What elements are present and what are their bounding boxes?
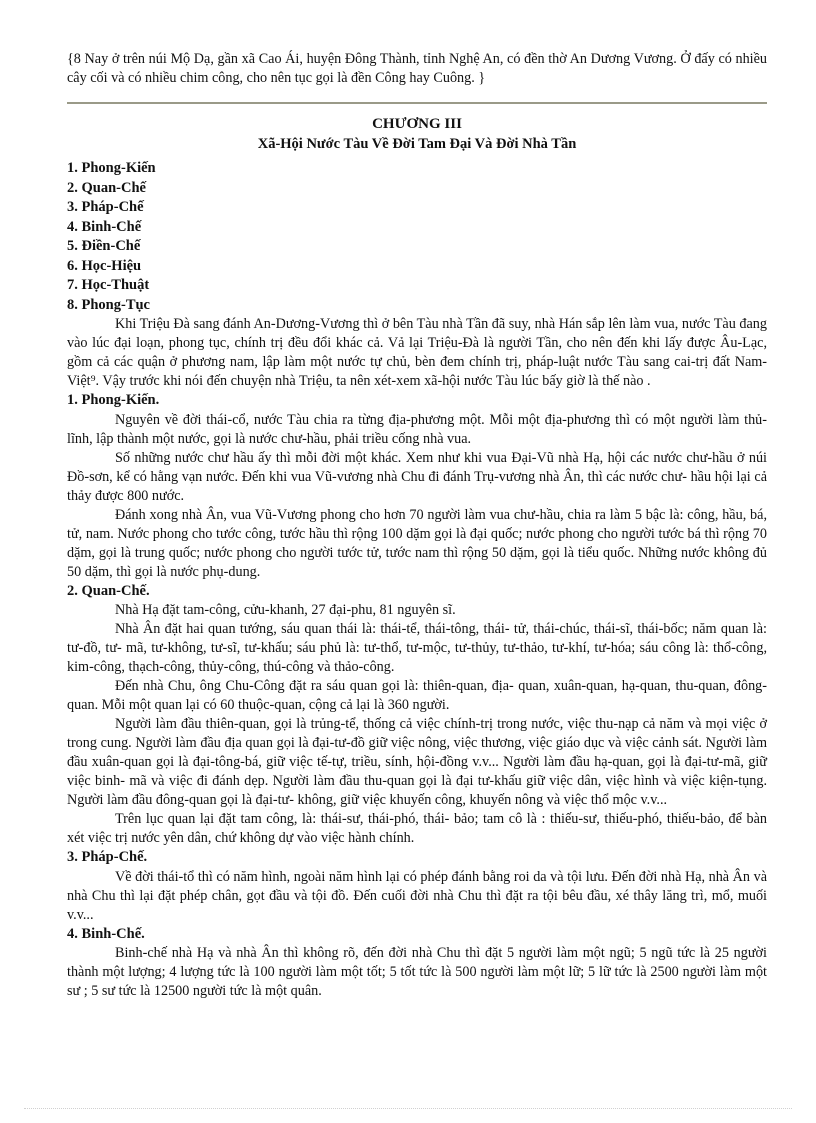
body-paragraph: Trên lục quan lại đặt tam công, là: thái-sư, thái-phó, thái- bảo; tam cô là : thiếu-sư, thiếu-phó, thiếu-bảo, để bàn xét việc trị nước yên dân, chứ không dự vào việc hành chính. (67, 811, 767, 846)
section-binh-che (67, 925, 767, 1002)
section-phong-kien (67, 391, 767, 582)
outline-item: 4. Binh-Chế (67, 218, 142, 235)
document-page (67, 50, 767, 1001)
outline-item: 6. Học-Hiệu (67, 257, 142, 274)
body-paragraph: Nguyên về đời thái-cổ, nước Tàu chia ra từng địa-phương một. Mỗi một địa-phương thì có một người làm thủ-lĩnh, lập thành một nước, gọi là nước chư-hầu, phải triều cống nhà vua. (67, 411, 767, 447)
body-paragraph: Người làm đầu thiên-quan, gọi là trủng-tể, thống cả việc chính-trị trong nước, việc thu-nạp cả năm và mọi việc ở trong cung. Người làm đầu địa quan gọi là đại-tư-đồ giữ việc nông, việc thương, việc giáo dục và việc cảnh sát. Người làm đầu xuân-quan gọi là đại-tông-bá, giữ việc tế-tự, triều, sính, hội-đồng v.v... Người làm đầu hạ-quan, gọi là đại-tư-mã, giữ việc binh- mã và việc đi đánh dẹp. Người làm đầu thu-quan gọi là đại tư-khấu giữ việc dân, việc hình và việc kiện-tụng. Người làm đầu đông-quan gọi là đại-tư- không, giữ việc khuyến công, khuyến nông và việc thổ mộc v.v... (67, 716, 767, 808)
outline-item: 8. Phong-Tục (67, 296, 150, 313)
body-paragraph: Số những nước chư hầu ấy thì mỗi đời một khác. Xem như khi vua Đại-Vũ nhà Hạ, hội các nước chư-hầu ở núi Đồ-sơn, kể có hằng vạn nước. Đến khi vua Vũ-vương nhà Chu đi đánh Trụ-vương nhà Ân, thì các nước chư- hầu hội lại cả thảy được 800 nước. (67, 449, 767, 504)
section-phap-che (67, 848, 767, 925)
body-paragraph: Binh-chế nhà Hạ và nhà Ân thì không rõ, đến đời nhà Chu thì đặt 5 người làm một ngũ; 5 ngũ tức là 25 người thành một lượng; 4 lượng tức là 100 người làm một tốt; 5 tốt tức là 500 người làm một lữ; 5 lữ tức là 2500 người làm một sư ; 5 sư tức là 12500 người tức là một quân. (67, 945, 767, 999)
outline-item: 3. Pháp-Chế (67, 199, 144, 215)
outline-item: 7. Học-Thuật (67, 277, 150, 293)
body-paragraph: Nhà Ân đặt hai quan tướng, sáu quan thái là: thái-tể, thái-tông, thái- tử, thái-chúc, thái-sĩ, thái-bốc; năm quan là: tư-đồ, tư- mã, tư-không, tư-sĩ, tư-khấu; sáu phủ là: tư-thổ, tư-mộc, tư-thủy, tư-thảo, tư-khí, tư-hóa; sáu công là: thổ-công, kim-công, thạch-công, thủy-công, thú-công và thảo-công. (67, 621, 767, 675)
section-heading: 1. Phong-Kiến. (67, 392, 160, 408)
chapter-subtitle: Xã-Hội Nước Tàu Về Đời Tam Đại Và Đời Nhà Tần (257, 136, 577, 152)
section-quan-che (67, 582, 767, 849)
body-paragraph: Đến nhà Chu, ông Chu-Công đặt ra sáu quan gọi là: thiên-quan, địa- quan, xuân-quan, hạ-quan, thu-quan, đông-quan. Mỗi một quan lại có 60 thuộc-quan, cộng cả lại là 360 người. (67, 678, 767, 713)
outline-item: 1. Phong-Kiến (67, 160, 156, 176)
section-heading: 2. Quan-Chế. (67, 582, 150, 599)
outline-item: 2. Quan-Chế (67, 179, 146, 196)
page-bottom-divider (24, 1108, 792, 1109)
intro-paragraph: Khi Triệu Đà sang đánh An-Dương-Vương thì ở bên Tàu nhà Tần đã suy, nhà Hán sắp lên làm vua, nước Tàu đang vào lúc đại loạn, phong tục, chính trị đều đổi khác cả. Vả lại Triệu-Đà là người Tần, cho nên đến khi lấy được Âu-Lạc, gồm cả các quận ở phương nam, lập làm một nước tự chủ, bèn đem chính trị, pháp-luật nước Tàu sang cai-trị đất Nam-Việt⁹. Vậy trước khi nói đến chuyện nhà Triệu, ta nên xét-xem xã-hội nước Tàu lúc bấy giờ là thế nào . (67, 316, 767, 389)
body-paragraph: Đánh xong nhà Ân, vua Vũ-Vương phong cho hơn 70 người làm vua chư-hầu, chia ra làm 5 bậc là: công, hầu, bá, tử, nam. Nước phong cho tước công, tước hầu thì rộng 100 dặm gọi là đại quốc; nước phong cho người tước bá thì rộng 70 dặm, gọi là trung quốc; nước phong cho người tước tử, tước nam thì rộng 50 dặm, gọi là tiểu quốc. Những nước không đủ 50 dặm, thì gọi là nước phụ-dung. (67, 506, 767, 580)
body-paragraph: Nhà Hạ đặt tam-công, cửu-khanh, 27 đại-phu, 81 nguyên sĩ. (115, 602, 456, 618)
footnote-text: {8 Nay ở trên núi Mộ Dạ, gần xã Cao Ái, huyện Đông Thành, tỉnh Nghệ An, có đền thờ An Dương Vương. Ở đấy có nhiều cây cối và có nhiều chim công, cho nên tục gọi là đền Công hay Cuông. } (67, 51, 767, 86)
outline-item: 5. Điền-Chế (67, 238, 141, 254)
chapter-outline (67, 159, 767, 315)
section-heading: 3. Pháp-Chế. (67, 849, 148, 865)
body-paragraph: Về đời thái-tổ thì có năm hình, ngoài năm hình lại có phép đánh bằng roi da và tội lưu. Đến đời nhà Hạ, nhà Ân và nhà Chu thì lại đặt phép chân, gọt đầu và tội đồ. Đến cuối đời nhà Chu thì đặt ra tội bêu đầu, xé thây lăng trì, mổ, muối v.v... (67, 868, 767, 923)
chapter-title: CHƯƠNG III (372, 116, 462, 132)
section-heading: 4. Binh-Chế. (67, 925, 145, 942)
horizontal-divider (67, 102, 767, 104)
